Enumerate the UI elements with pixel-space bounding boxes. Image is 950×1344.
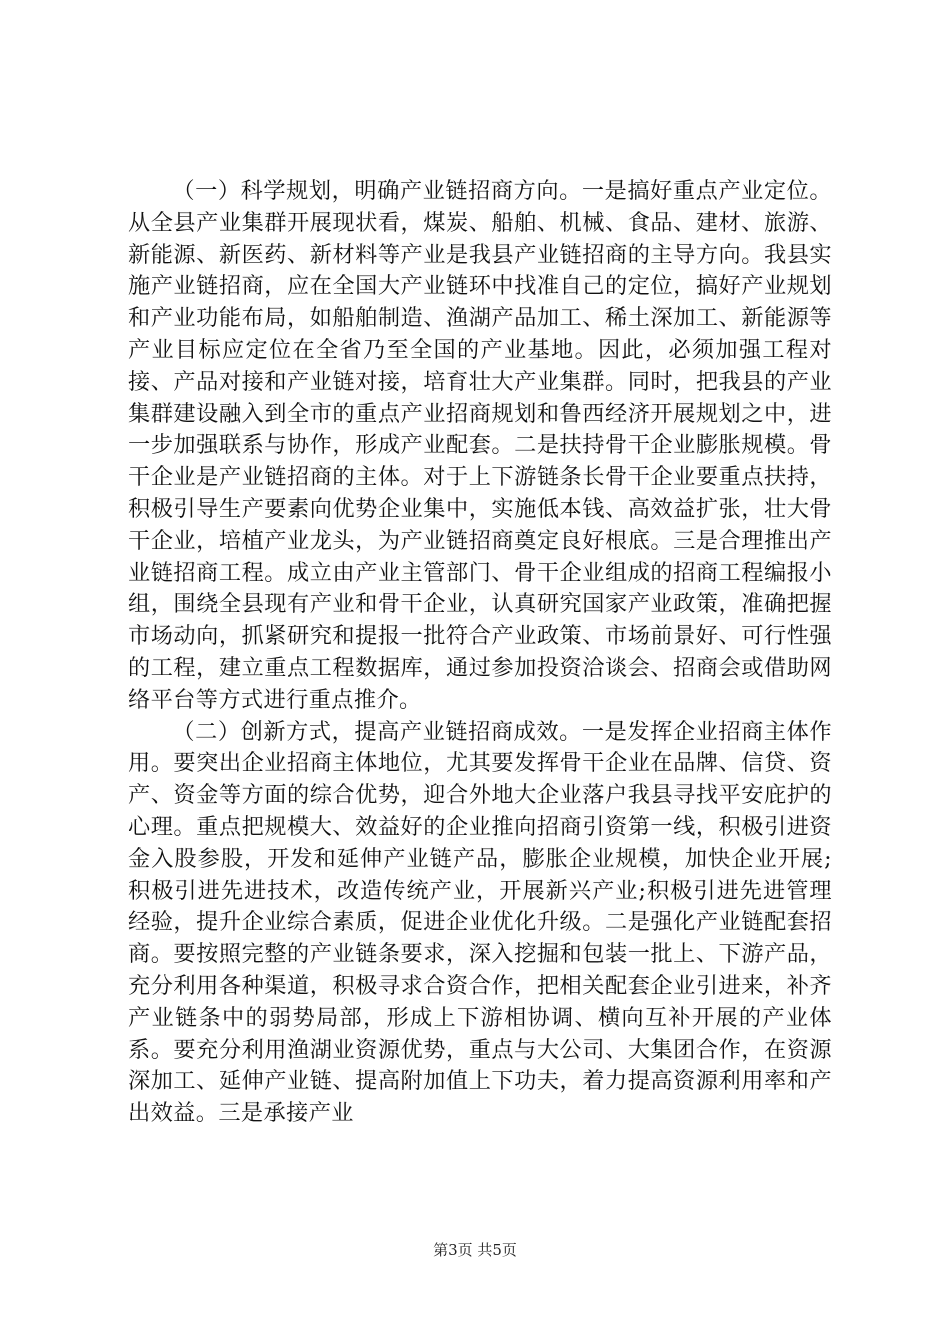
page-number-footer: 第3页 共5页 — [433, 1241, 517, 1259]
document-body — [128, 176, 832, 1130]
paragraph-2: （二）创新方式，提高产业链招商成效。一是发挥企业招商主体作用。要突出企业招商主体地位，尤其要发挥骨干企业在品牌、信贷、资产、资金等方面的综合优势，迎合外地大企业落户我县寻找平安庇护的心理。重点把规模大、效益好的企业推向招商引资第一线，积极引进资金入股参股，开发和延伸产业链产品，膨胀企业规模，加快企业开展;积极引进先进技术，改造传统产业，开展新兴产业;积极引进先进管理经验，提升企业综合素质，促进企业优化升级。二是强化产业链配套招商。要按照完整的产业链条要求，深入挖掘和包装一批上、下游产品，充分利用各种渠道，积极寻求合资合作，把相关配套企业引进来，补齐产业链条中的弱势局部，形成上下游相协调、横向互补开展的产业体系。要充分利用渔湖业资源优势，重点与大公司、大集团合作，在资源深加工、延伸产业链、提高附加值上下功夫，着力提高资源利用率和产出效益。三是承接产业 — [128, 718, 832, 1127]
paragraph-1: （一）科学规划，明确产业链招商方向。一是搞好重点产业定位。从全县产业集群开展现状看，煤炭、船舶、机械、食品、建材、旅游、新能源、新医药、新材料等产业是我县产业链招商的主导方向。我县实施产业链招商，应在全国大产业链环中找准自己的定位，搞好产业规划和产业功能布局，如船舶制造、渔湖产品加工、稀土深加工、新能源等产业目标应定位在全省乃至全国的产业基地。因此，必须加强工程对接、产品对接和产业链对接，培育壮大产业集群。同时，把我县的产业集群建设融入到全市的重点产业招商规划和鲁西经济开展规划之中，进一步加强联系与协作，形成产业配套。二是扶持骨干企业膨胀规模。骨干企业是产业链招商的主体。对于上下游链条长骨干企业要重点扶持，积极引导生产要素向优势企业集中，实施低本钱、高效益扩张，壮大骨干企业，培植产业龙头，为产业链招商奠定良好根底。三是合理推出产业链招商工程。成立由产业主管部门、骨干企业组成的招商工程编报小组，围绕全县现有产业和骨干企业，认真研究国家产业政策，准确把握市场动向，抓紧研究和提报一批符合产业政策、市场前景好、可行性强的工程，建立重点工程数据库，通过参加投资洽谈会、招商会或借助网络平台等方式进行重点推介。 — [128, 178, 832, 713]
